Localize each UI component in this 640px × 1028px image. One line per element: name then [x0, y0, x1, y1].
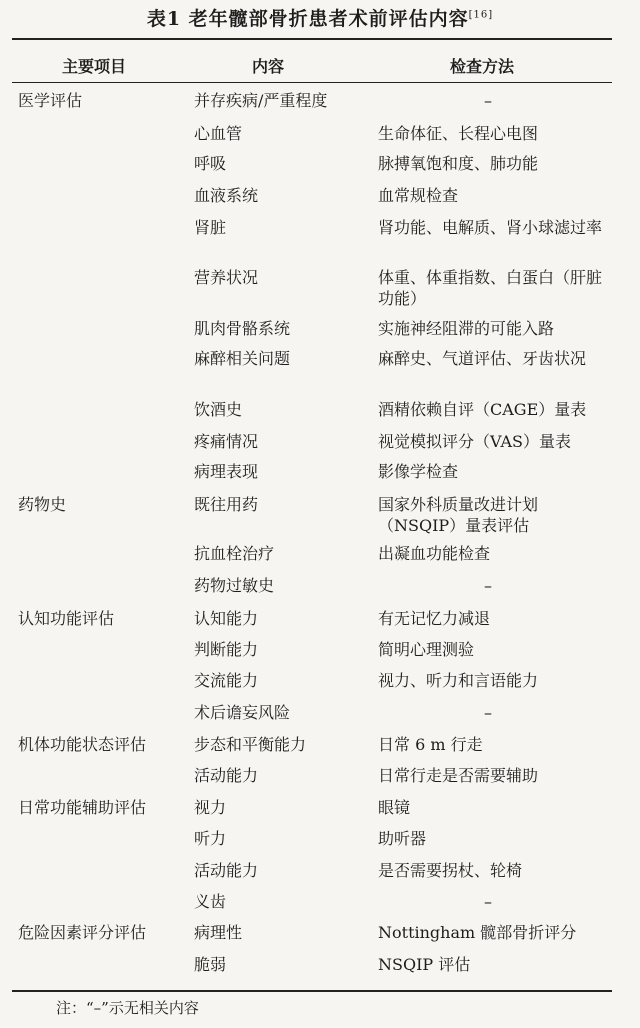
- row-method: 实施神经阻滞的可能入路: [378, 319, 555, 338]
- row-method: 日常 6 m 行走: [378, 735, 483, 754]
- table-title: [0, 4, 640, 31]
- row-content: 肌肉骨骼系统: [194, 319, 291, 338]
- row-content: 饮酒史: [194, 400, 243, 419]
- row-category: 机体功能状态评估: [18, 735, 147, 754]
- row-content: 听力: [194, 829, 227, 848]
- header-main-item: 主要项目: [62, 57, 127, 76]
- row-method: 是否需要拐杖、轮椅: [378, 861, 523, 880]
- row-method: 脉搏氧饱和度、肺功能: [378, 154, 539, 173]
- top-rule: [12, 38, 612, 40]
- row-content: 血液系统: [194, 186, 259, 205]
- header-method: 检查方法: [450, 57, 515, 76]
- row-method: 生命体征、长程心电图: [378, 124, 539, 143]
- row-category: 药物史: [18, 495, 67, 514]
- row-content: 肾脏: [194, 218, 227, 237]
- bottom-rule: [12, 990, 612, 992]
- row-method: –: [484, 703, 492, 722]
- row-content: 既往用药: [194, 495, 259, 514]
- row-content: 交流能力: [194, 671, 259, 690]
- row-content: 呼吸: [194, 154, 227, 173]
- row-method: 国家外科质量改进计划（NSQIP）量表评估: [378, 495, 539, 535]
- row-content: 术后谵妄风险: [194, 703, 291, 722]
- row-method: –: [484, 576, 492, 595]
- row-content: 活动能力: [194, 861, 259, 880]
- row-method: 日常行走是否需要辅助: [378, 766, 539, 785]
- row-method: 肾功能、电解质、肾小球滤过率: [378, 218, 603, 237]
- row-content: 义齿: [194, 892, 227, 911]
- row-method: –: [484, 91, 492, 110]
- row-content: 疼痛情况: [194, 432, 259, 451]
- row-content: 营养状况: [194, 268, 259, 287]
- row-category: 医学评估: [18, 91, 83, 110]
- table-title-text: 表1 老年髋部骨折患者术前评估内容: [146, 8, 469, 30]
- row-method: Nottingham 髋部骨折评分: [378, 923, 577, 942]
- row-content: 病理表现: [194, 462, 259, 481]
- row-content: 认知能力: [194, 609, 259, 628]
- row-method: 酒精依赖自评（CAGE）量表: [378, 400, 587, 419]
- row-method: –: [484, 892, 492, 911]
- row-content: 麻醉相关问题: [194, 349, 291, 368]
- title-reference: [16]: [468, 9, 494, 21]
- row-content: 并存疾病/严重程度: [194, 91, 328, 110]
- row-category: 危险因素评分评估: [18, 923, 147, 942]
- row-content: 步态和平衡能力: [194, 735, 307, 754]
- table-note: 注：“–”示无相关内容: [56, 999, 199, 1017]
- row-method: NSQIP 评估: [378, 955, 471, 974]
- row-method: 助听器: [378, 829, 427, 848]
- row-category: 日常功能辅助评估: [18, 798, 147, 817]
- row-content: 抗血栓治疗: [194, 544, 275, 563]
- row-method: 出凝血功能检查: [378, 544, 491, 563]
- row-method: 影像学检查: [378, 462, 459, 481]
- row-content: 判断能力: [194, 640, 259, 659]
- row-method: 麻醉史、气道评估、牙齿状况: [378, 349, 587, 368]
- row-content: 活动能力: [194, 766, 259, 785]
- row-content: 心血管: [194, 124, 243, 143]
- row-content: 视力: [194, 798, 227, 817]
- row-method: 体重、体重指数、白蛋白（肝脏功能）: [378, 268, 603, 308]
- row-method: 简明心理测验: [378, 640, 475, 659]
- header-rule: [12, 82, 612, 83]
- row-category: 认知功能评估: [18, 609, 115, 628]
- row-method: 视觉模拟评分（VAS）量表: [378, 432, 571, 451]
- row-method: 有无记忆力减退: [378, 609, 491, 628]
- row-method: 血常规检查: [378, 186, 459, 205]
- row-method: 视力、听力和言语能力: [378, 671, 539, 690]
- row-method: 眼镜: [378, 798, 411, 817]
- header-content: 内容: [252, 57, 285, 76]
- row-content: 脆弱: [194, 955, 227, 974]
- row-content: 药物过敏史: [194, 576, 275, 595]
- row-content: 病理性: [194, 923, 243, 942]
